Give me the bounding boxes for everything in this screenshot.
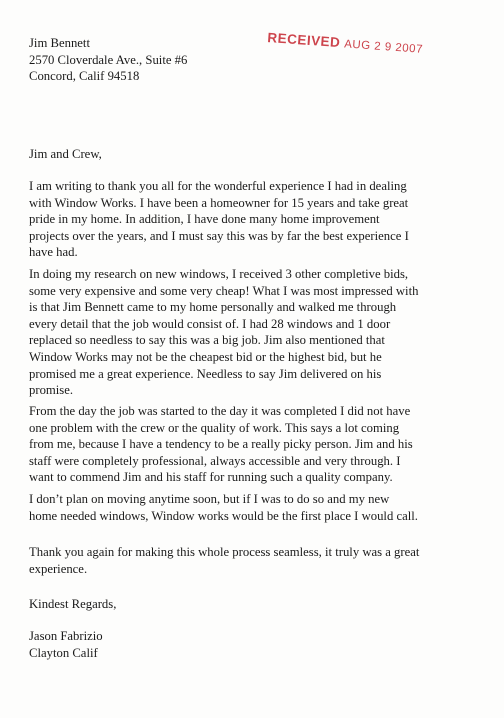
paragraph-line: replaced so needless to say this was a big job. Jim also mentioned that — [29, 333, 385, 348]
paragraph-line: I don’t plan on moving anytime soon, but if I was to do so and my new — [29, 492, 390, 506]
paragraph-line: every detail that the job would consist of. I had 28 windows and 1 door — [29, 316, 391, 331]
sender-city: Concord, Calif 94518 — [29, 69, 140, 84]
sender-address — [29, 35, 491, 85]
paragraph-line: one problem with the crew or the quality of work. This says a lot coming — [29, 420, 400, 435]
paragraph-line: projects over the years, and I must say this was by far the best experience I — [29, 228, 409, 243]
paragraph-3 — [29, 403, 491, 486]
paragraph-line: Thank you again for making this whole process seamless, it truly was a great — [29, 545, 420, 559]
paragraph-line: staff were completely professional, always accessible and very through. I — [29, 453, 401, 468]
paragraph-1 — [29, 178, 491, 261]
paragraph-2 — [29, 266, 491, 399]
paragraph-line: Window Works may not be the cheapest bid or the highest bid, but he — [29, 349, 382, 364]
paragraph-line: from me, because I have a tendency to be a really picky person. Jim and his — [29, 437, 413, 452]
signer-location: Clayton Calif — [29, 645, 98, 660]
paragraph-line: I am writing to thank you all for the wonderful experience I had in dealing — [29, 179, 407, 193]
stamp-word: RECEIVED — [266, 30, 341, 51]
paragraph-line: promise. — [29, 383, 74, 398]
paragraph-line: want to commend Jim and his staff for running such a quality company. — [29, 470, 393, 485]
signature-block — [29, 628, 491, 661]
paragraph-line: with Window Works. I have been a homeowner for 15 years and take great — [29, 195, 409, 210]
paragraph-line: have had. — [29, 245, 78, 260]
stamp-date: AUG 2 9 2007 — [343, 38, 424, 56]
paragraph-line: experience. — [29, 561, 88, 576]
paragraph-line: some very expensive and some very cheap! What I was most impressed with — [29, 283, 419, 298]
paragraph-4 — [29, 491, 491, 524]
sender-name: Jim Bennett — [29, 36, 90, 50]
sender-street: 2570 Cloverdale Ave., Suite #6 — [29, 52, 188, 67]
paragraph-line: promised me a great experience. Needless to say Jim delivered on his — [29, 366, 382, 381]
paragraph-line: In doing my research on new windows, I received 3 other completive bids, — [29, 267, 409, 281]
paragraph-line: pride in my home. In addition, I have done many home improvement — [29, 212, 380, 227]
signer-name: Jason Fabrizio — [29, 629, 103, 643]
paragraph-line: From the day the job was started to the day it was completed I did not have — [29, 404, 411, 418]
paragraph-5 — [29, 544, 491, 577]
closing: Kindest Regards, — [29, 597, 117, 611]
greeting: Jim and Crew, — [29, 147, 102, 161]
paragraph-line: home needed windows, Window works would be the first place I would call. — [29, 508, 418, 523]
paragraph-line: is that Jim Bennett came to my home personally and walked me through — [29, 300, 397, 315]
